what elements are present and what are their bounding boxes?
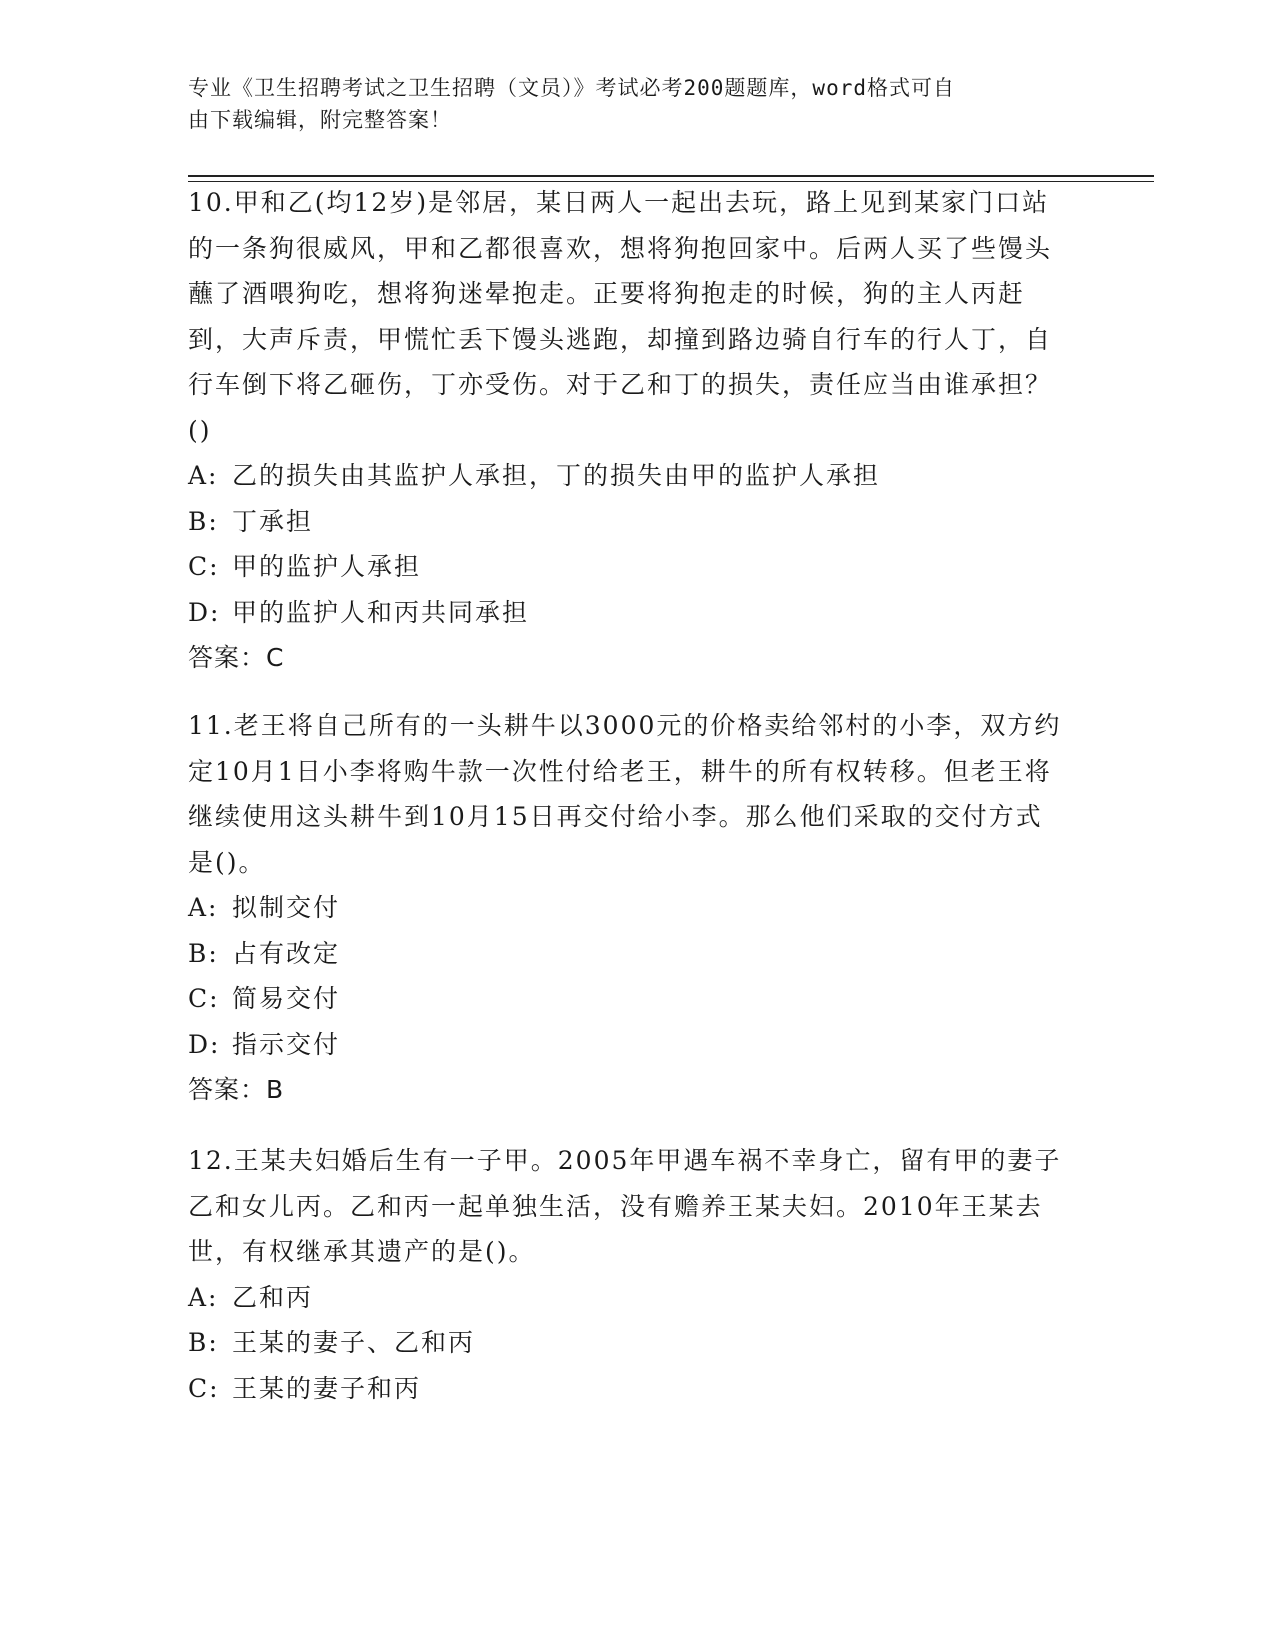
question-text: 10.甲和乙(均12岁)是邻居，某日两人一起出去玩，路上见到某家门口站的一条狗很威风，甲和乙都很喜欢，想将狗抱回家中。后两人买了些馒头蘸了酒喂狗吃，想将狗迷晕抱走。正要将狗抱走的时候，狗的主人丙赶到，大声斥责，甲慌忙丢下馒头逃跑，却撞到路边骑自行车的行人丁，自行车倒下将乙砸伤，丁亦受伤。对于乙和丁的损失，责任应当由谁承担？() <box>188 188 1053 445</box>
option-text: 乙和丙 <box>232 1282 314 1312</box>
option-letter: D: <box>188 1029 221 1059</box>
option-b <box>188 931 1068 977</box>
option-letter: A: <box>188 1282 219 1312</box>
option-b <box>188 1320 1068 1366</box>
option-text: 占有改定 <box>232 938 341 968</box>
option-text: 拟制交付 <box>232 893 341 922</box>
answer-label: 答案：B <box>188 1075 285 1104</box>
question-12 <box>188 1138 1068 1411</box>
option-text: 指示交付 <box>232 1029 341 1059</box>
option-a <box>188 885 1068 931</box>
option-letter: B: <box>188 506 219 536</box>
header-rule-thick <box>188 175 1154 177</box>
option-text: 简易交付 <box>232 984 341 1013</box>
option-letter: A: <box>188 893 219 922</box>
option-text: 丁承担 <box>232 506 314 536</box>
option-a <box>188 1275 1068 1321</box>
question-text: 11.老王将自己所有的一头耕牛以3000元的价格卖给邻村的小李，双方约定10月1日小李将购牛款一次性付给老王，耕牛的所有权转移。但老王将继续使用这头耕牛到10月15日再交付给小李。那么他们采取的交付方式是()。 <box>188 711 1062 877</box>
option-letter: B: <box>188 938 219 968</box>
answer-label: 答案：C <box>188 643 285 672</box>
option-letter: C: <box>188 984 220 1013</box>
question-text: 12.王某夫妇婚后生有一子甲。2005年甲遇车祸不幸身亡，留有甲的妻子乙和女儿丙。乙和丙一起单独生活，没有赡养王某夫妇。2010年王某去世，有权继承其遗产的是()。 <box>188 1146 1062 1266</box>
option-c <box>188 976 1068 1022</box>
option-d <box>188 590 1068 636</box>
option-c <box>188 544 1068 590</box>
option-letter: A: <box>188 461 219 490</box>
option-text: 王某的妻子、乙和丙 <box>232 1328 476 1357</box>
header-line-1: 专业《卫生招聘考试之卫生招聘（文员）》考试必考200题题库，word格式可自 <box>188 76 955 100</box>
option-letter: D: <box>188 597 221 627</box>
header-line-2: 由下载编辑，附完整答案！ <box>188 108 452 132</box>
option-a <box>188 453 1068 499</box>
option-text: 王某的妻子和丙 <box>232 1373 422 1403</box>
question-11 <box>188 703 1068 1113</box>
question-10 <box>188 180 1068 681</box>
option-letter: B: <box>188 1328 219 1357</box>
document-header <box>188 72 1068 136</box>
option-b <box>188 499 1068 545</box>
option-letter: C: <box>188 1373 220 1403</box>
option-text: 甲的监护人承担 <box>232 552 422 581</box>
option-text: 乙的损失由其监护人承担，丁的损失由甲的监护人承担 <box>232 461 881 490</box>
option-c <box>188 1366 1068 1412</box>
option-d <box>188 1022 1068 1068</box>
option-letter: C: <box>188 552 220 581</box>
option-text: 甲的监护人和丙共同承担 <box>232 597 530 627</box>
